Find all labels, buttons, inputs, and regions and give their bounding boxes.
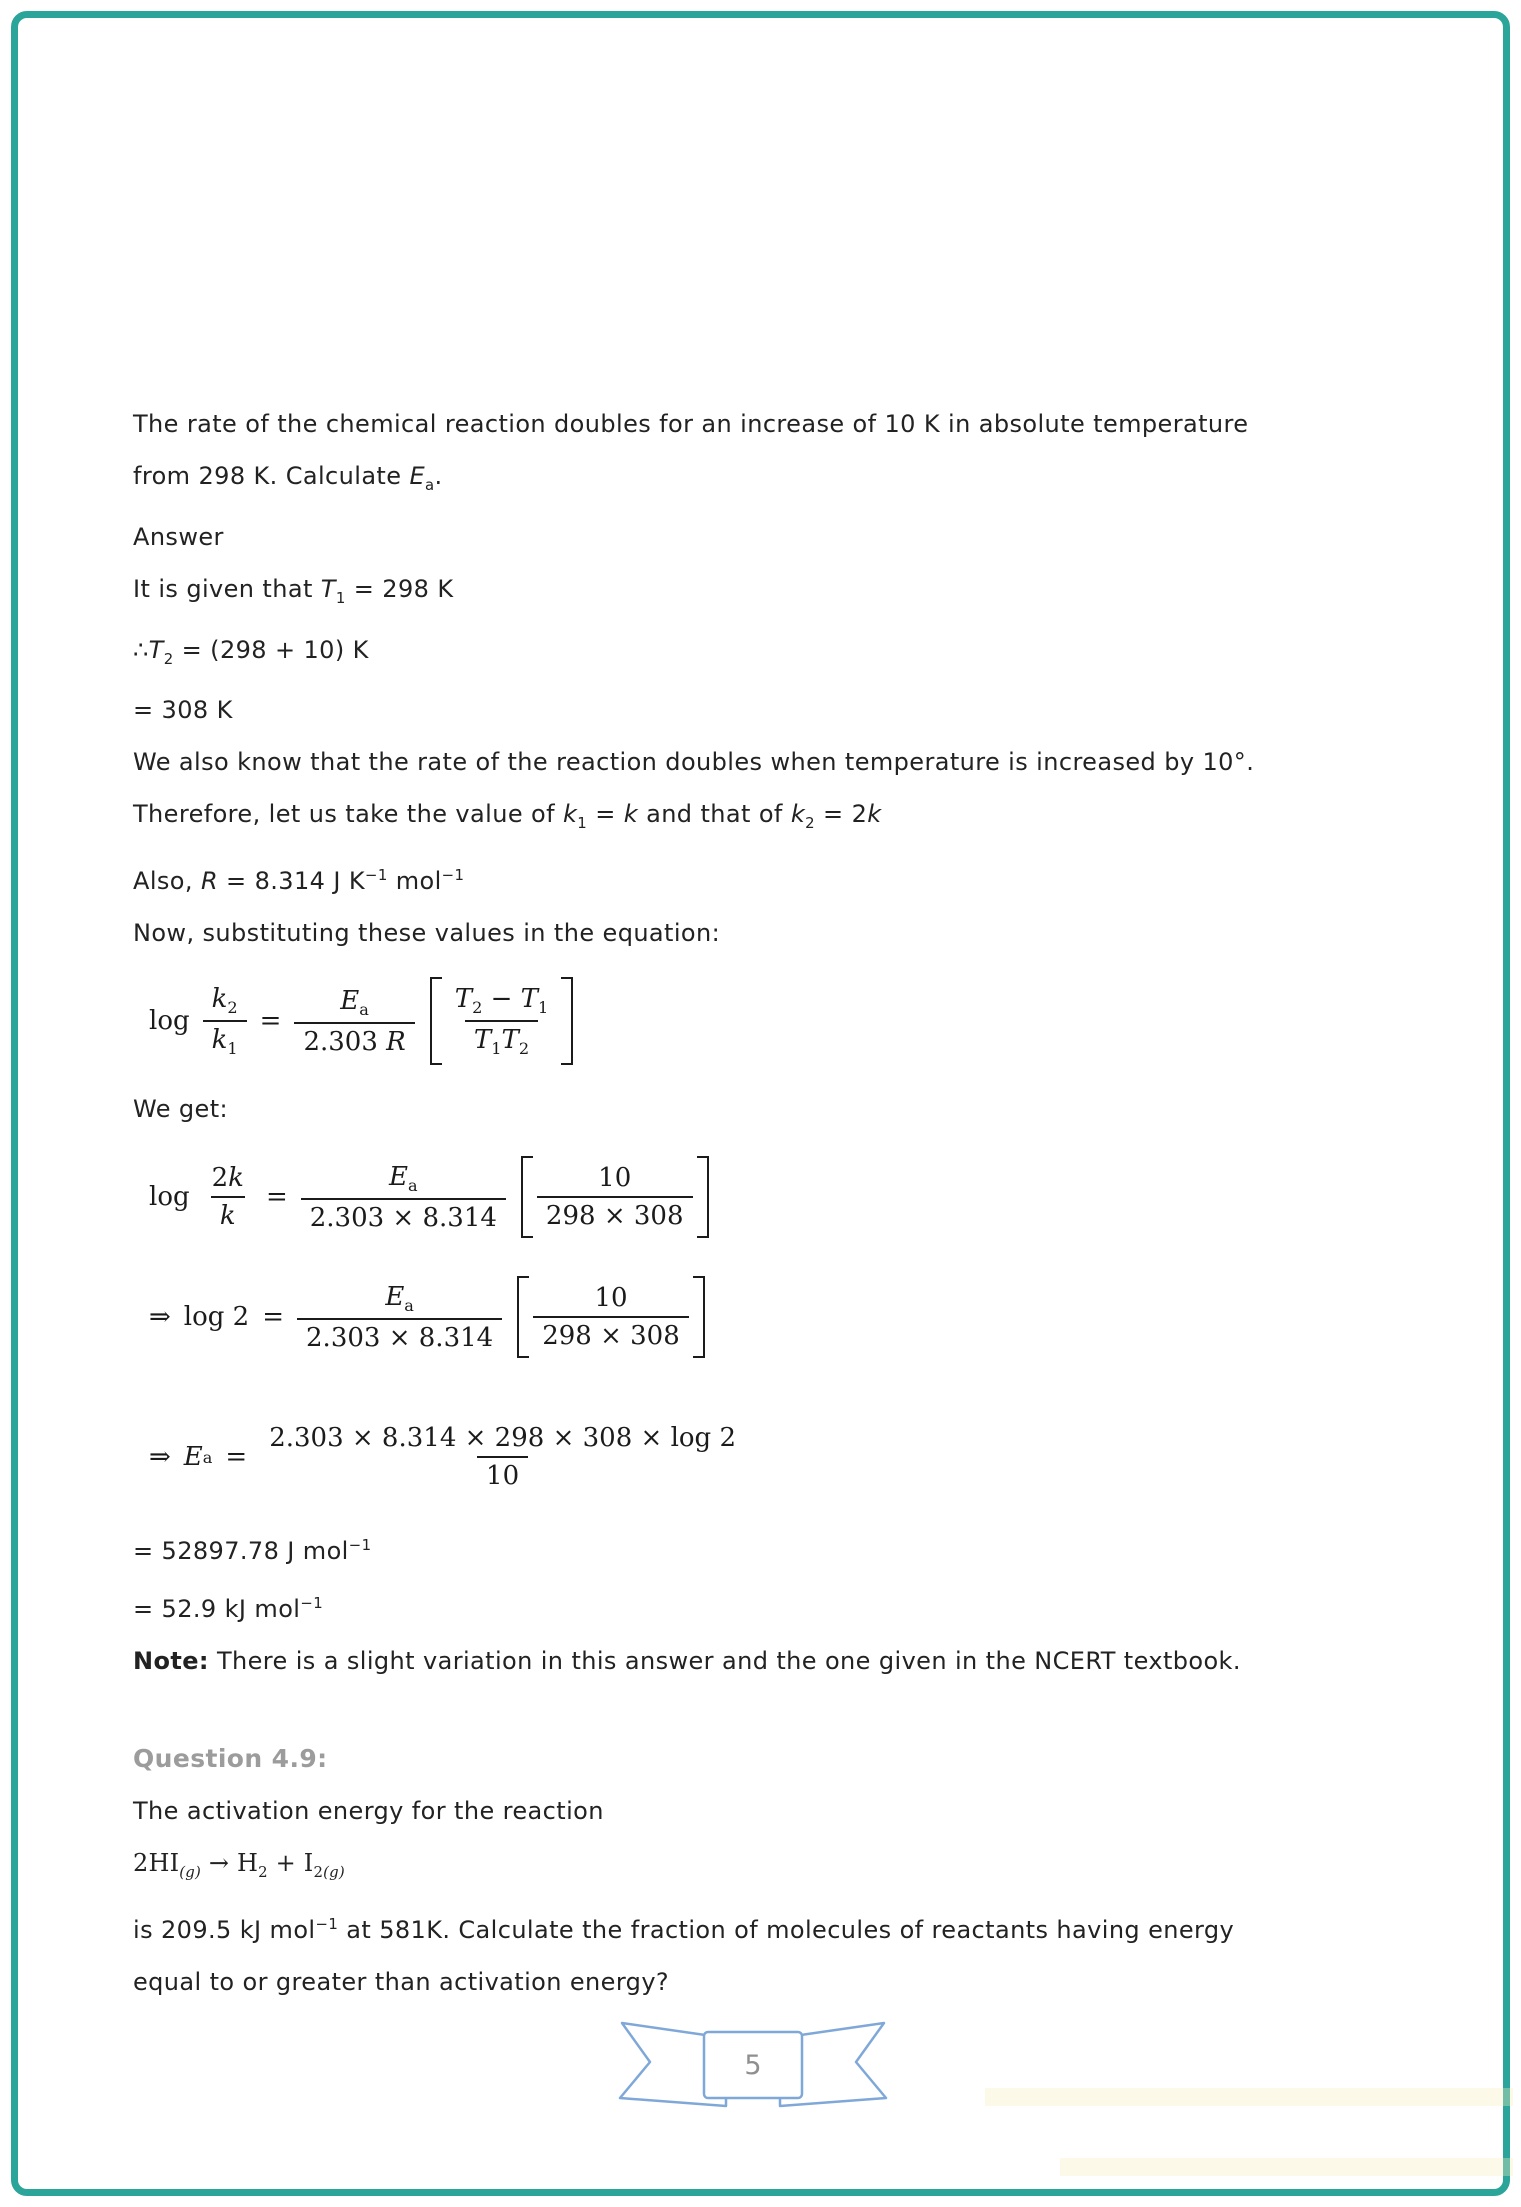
text-segment: E <box>389 1161 409 1192</box>
text-segment: a <box>202 1447 213 1467</box>
text-segment: R <box>200 867 219 896</box>
fraction-numerator <box>589 1163 640 1196</box>
equation-ea-solved <box>149 1409 1423 1505</box>
text-segment: T <box>148 635 164 664</box>
text-segment: 2HI <box>133 1849 180 1878</box>
text-segment: T <box>320 574 336 603</box>
formula-term <box>149 1442 171 1472</box>
fraction <box>301 1162 506 1233</box>
text-segment: 1 <box>227 1039 238 1059</box>
text-segment: at 581K. Calculate the fraction of molecules of reactants having energy <box>338 1915 1235 1944</box>
question-4-9-heading: Question 4.9: <box>133 1744 328 1774</box>
text-segment: k <box>211 984 228 1014</box>
fraction <box>446 984 558 1058</box>
text-segment: log <box>149 1006 190 1037</box>
formula-term <box>266 1182 288 1212</box>
intro-line-1: The rate of the chemical reaction doubles for an increase of 10 K in absolute temperature <box>133 410 1249 438</box>
text-segment: Therefore, let us take the value of <box>133 800 563 829</box>
text-segment: log <box>149 1182 190 1213</box>
fraction-numerator <box>260 1423 745 1456</box>
formula-term <box>149 1182 190 1212</box>
fraction <box>533 1283 689 1351</box>
text-segment: = <box>587 800 624 829</box>
text-segment: 2 <box>227 998 238 1018</box>
fraction-numerator <box>203 1163 253 1196</box>
text-segment: E <box>183 1442 203 1473</box>
text-segment: = <box>259 1006 282 1037</box>
formula-term <box>260 1006 282 1036</box>
faint-highlight-artifact <box>1060 2158 1513 2176</box>
text-segment: ∴ <box>133 635 149 664</box>
fraction-denominator <box>203 1020 247 1058</box>
text-segment: (g) <box>323 1862 345 1881</box>
square-bracket-group <box>430 977 574 1065</box>
note-line <box>133 1635 1423 1687</box>
fraction-numerator <box>331 986 378 1022</box>
text-segment: Also, <box>133 867 201 896</box>
text-segment: 10 <box>594 1283 628 1314</box>
text-segment: T <box>473 1025 492 1056</box>
text-segment: = <box>225 1442 248 1473</box>
text-segment: T <box>454 984 473 1014</box>
text-segment: 10 <box>598 1163 632 1194</box>
text-segment: is 209.5 kJ mol <box>133 1915 316 1944</box>
t2-result-line: = 308 K <box>133 696 233 725</box>
text-segment: There is a slight variation in this answer and the one given in the NCERT textbook. <box>208 1647 1241 1676</box>
text-segment: − <box>482 984 521 1014</box>
fraction-numerator <box>203 984 247 1020</box>
text-segment: a <box>408 1175 418 1195</box>
text-segment: a <box>425 475 435 494</box>
fraction-denominator <box>477 1456 528 1491</box>
answer-label: Answer <box>133 522 224 551</box>
text-segment: −1 <box>300 1594 324 1613</box>
text-segment: 2 <box>313 1862 324 1881</box>
text-segment: 1 <box>577 814 588 833</box>
formula-term <box>262 1302 284 1332</box>
text-segment: 2 <box>163 649 174 668</box>
text-segment: 2 <box>258 1862 268 1881</box>
fraction-numerator <box>380 1162 427 1198</box>
we-get-line: We get: <box>133 1095 229 1124</box>
fraction-denominator <box>297 1318 502 1353</box>
text-segment: ⇒ <box>149 1302 171 1333</box>
k-values-line <box>133 788 1423 849</box>
formula-term <box>149 1302 171 1332</box>
equation-log-2k-over-k <box>149 1149 1423 1245</box>
square-bracket-group <box>517 1276 705 1358</box>
fraction-denominator <box>211 1196 245 1231</box>
fraction <box>297 1282 502 1353</box>
text-segment: −1 <box>441 866 465 885</box>
text-segment: R <box>386 1026 406 1057</box>
formula-term <box>184 1302 249 1332</box>
text-segment: from 298 K. Calculate <box>133 462 410 490</box>
text-segment: k <box>867 800 882 829</box>
text-segment: k <box>219 1201 236 1232</box>
text-segment: −1 <box>364 866 388 885</box>
text-segment: and that of <box>638 800 791 829</box>
text-segment: 2.303 × 8.314 <box>306 1322 494 1353</box>
text-segment: = (298 + 10) K <box>173 635 369 664</box>
gas-constant-line <box>133 849 1423 907</box>
text-segment: log 2 <box>183 1302 250 1333</box>
page-content <box>133 398 1423 2008</box>
text-segment: k <box>790 800 806 829</box>
text-segment: . <box>434 462 443 490</box>
fraction-denominator <box>465 1020 538 1058</box>
text-segment: 2.303 × 8.314 <box>309 1202 497 1233</box>
substitute-line: Now, substituting these values in the equation: <box>133 919 721 948</box>
fraction-denominator <box>537 1196 693 1231</box>
text-segment: = 52.9 kJ mol <box>133 1595 301 1624</box>
text-segment: E <box>385 1281 405 1312</box>
page-number-ribbon <box>608 2018 898 2110</box>
fraction <box>203 984 247 1058</box>
text-segment: E <box>409 462 426 490</box>
text-segment: (g) <box>179 1862 202 1881</box>
text-segment: = 8.314 J K <box>218 867 365 896</box>
text-segment: k <box>228 1163 244 1194</box>
text-segment: T <box>501 1025 519 1056</box>
therefore-t2-line <box>133 624 1423 685</box>
fraction-numerator <box>376 1282 423 1318</box>
text-segment: 10 <box>486 1461 520 1492</box>
text-segment: 2.303 × 8.314 × 298 × 308 × log 2 <box>269 1423 736 1454</box>
result-kilojoules-line <box>133 1577 1423 1635</box>
activation-energy-line2: equal to or greater than activation energy? <box>133 1967 670 1996</box>
rate-doubles-line: We also know that the rate of the reaction doubles when temperature is increased by 10°. <box>133 748 1255 777</box>
text-segment: + I <box>267 1849 314 1878</box>
text-segment: a <box>404 1295 414 1315</box>
text-segment: It is given that <box>133 574 321 603</box>
text-segment: 1 <box>537 998 549 1018</box>
text-segment: = 298 K <box>345 574 454 603</box>
fraction <box>537 1163 693 1231</box>
text-segment: k <box>211 1025 228 1056</box>
fraction-denominator <box>533 1316 689 1351</box>
text-segment: mol <box>387 867 442 896</box>
fraction-denominator <box>301 1198 506 1233</box>
text-segment: 2 <box>518 1039 530 1059</box>
text-segment: 2 <box>805 814 815 833</box>
text-segment: a <box>359 999 369 1019</box>
text-segment: = <box>262 1302 285 1333</box>
page-number: 5 <box>744 2049 762 2081</box>
text-segment: Note: <box>133 1647 209 1676</box>
equation-log-k2-over-k1 <box>149 973 1423 1069</box>
text-segment: 298 × 308 <box>545 1201 684 1232</box>
fraction <box>203 1163 253 1231</box>
text-segment: 298 × 308 <box>542 1321 680 1352</box>
fraction <box>260 1423 745 1491</box>
text-segment: −1 <box>348 1536 372 1555</box>
text-segment: 2.303 <box>303 1026 387 1057</box>
question-intro-line: The activation energy for the reaction <box>133 1797 604 1826</box>
formula-term <box>149 1006 190 1036</box>
text-segment: −1 <box>315 1914 339 1933</box>
square-bracket-group <box>521 1156 709 1238</box>
faint-highlight-artifact <box>985 2088 1513 2106</box>
fraction-numerator <box>585 1283 636 1316</box>
result-joules-line <box>133 1519 1423 1577</box>
reaction-equation-line <box>133 1837 1423 1898</box>
activation-energy-line1 <box>133 1898 1423 1956</box>
formula-term <box>184 1442 213 1472</box>
text-segment: ⇒ <box>149 1442 171 1473</box>
text-segment: 2 <box>211 1163 229 1194</box>
text-segment: → H <box>201 1849 259 1878</box>
equation-log-2 <box>149 1269 1423 1365</box>
given-t1-line <box>133 563 1423 624</box>
text-segment: = 2 <box>815 800 868 829</box>
text-segment: = <box>265 1182 288 1213</box>
text-segment: T <box>520 984 538 1014</box>
text-segment: 1 <box>335 588 346 607</box>
text-segment: 2 <box>472 998 483 1018</box>
fraction-numerator <box>446 984 558 1020</box>
text-segment: k <box>623 800 639 829</box>
text-segment: = 52897.78 J mol <box>133 1537 349 1566</box>
text-segment: k <box>562 800 578 829</box>
text-segment: 1 <box>491 1039 502 1059</box>
fraction <box>294 986 414 1057</box>
intro-line-2 <box>133 450 1423 511</box>
fraction-denominator <box>294 1022 414 1057</box>
formula-term <box>225 1442 247 1472</box>
text-segment: E <box>340 985 360 1016</box>
